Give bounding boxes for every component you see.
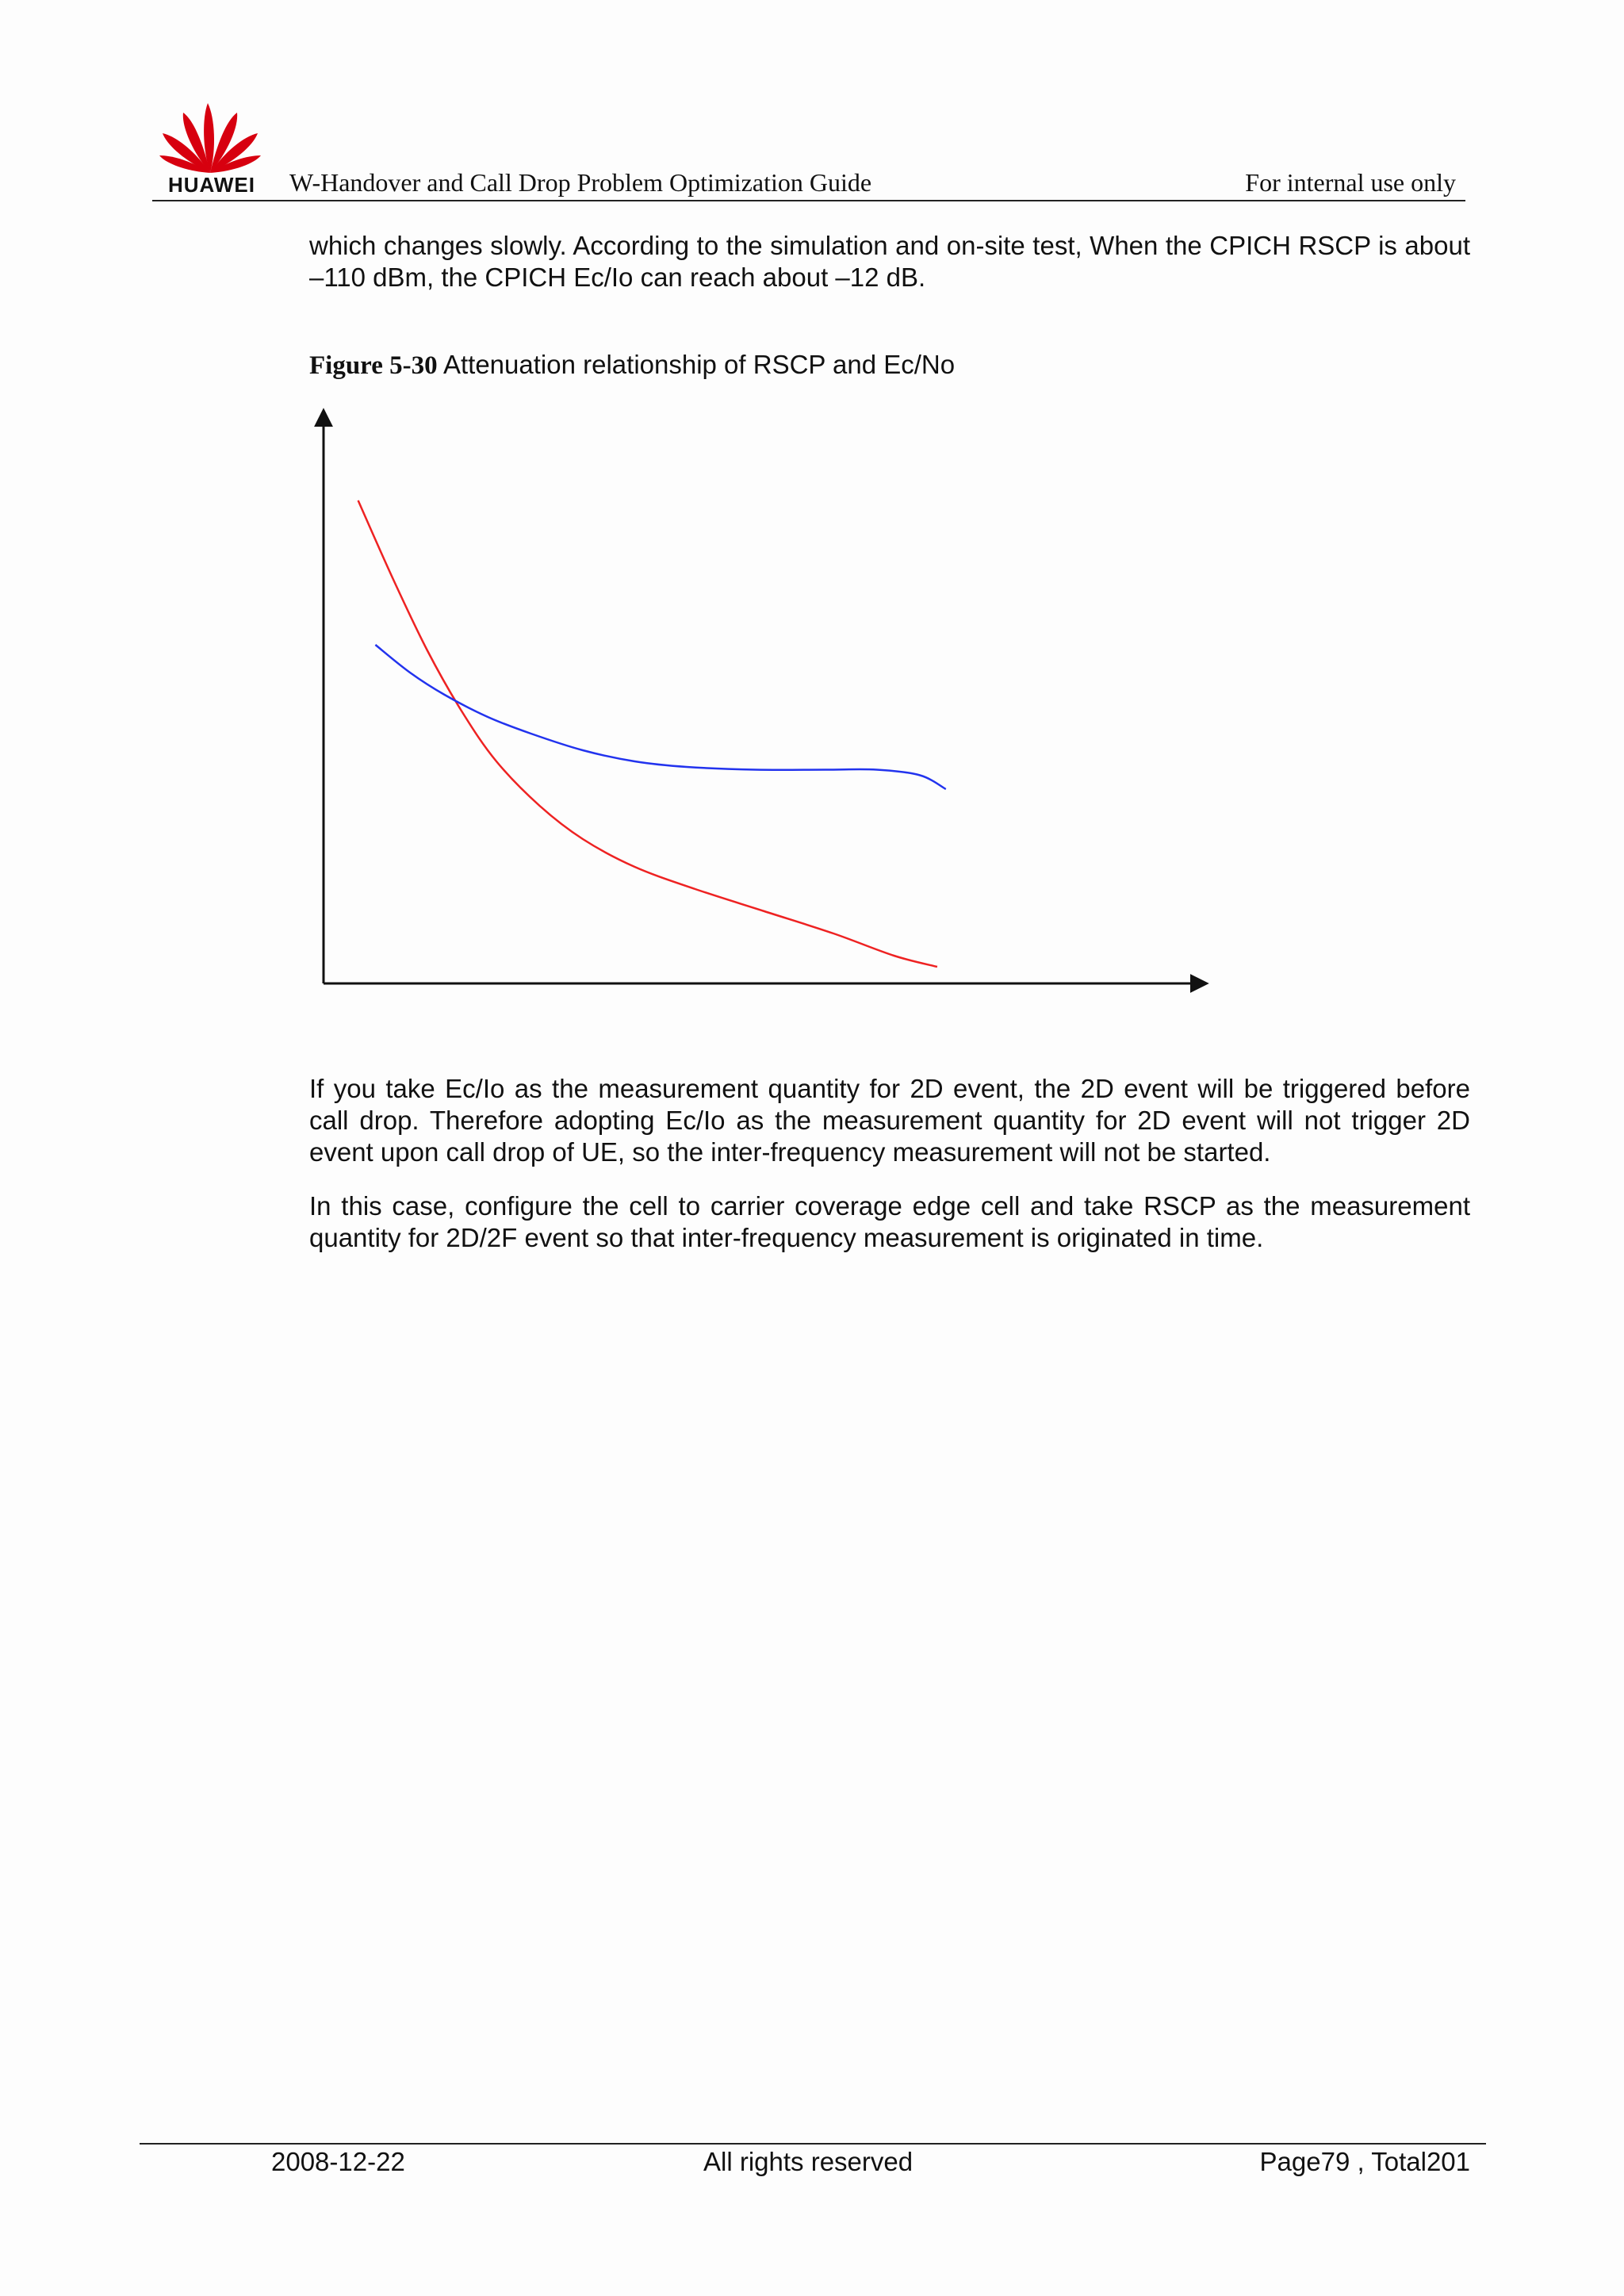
document-title: W-Handover and Call Drop Problem Optimization Guide xyxy=(289,168,872,197)
attenuation-chart xyxy=(309,401,1221,1003)
figure-title: Attenuation relationship of RSCP and Ec/No xyxy=(442,350,956,379)
paragraph-1: which changes slowly. According to the simulation and on-site test, When the CPICH RSCP is about –110 dBm, the CPICH Ec/Io can reach about –12 dB. xyxy=(309,231,1470,292)
logo-wordmark: HUAWEI xyxy=(168,173,255,197)
paragraph-3: In this case, configure the cell to carrier coverage edge cell and take RSCP as the measurement quantity for 2D/2F event so that inter-frequency measurement is originated in time. xyxy=(309,1191,1470,1252)
footer-rights: All rights reserved xyxy=(703,2147,914,2176)
classification-label: For internal use only xyxy=(1245,168,1456,197)
header-divider xyxy=(152,200,1465,201)
figure-caption xyxy=(309,349,955,381)
paragraph-2: If you take Ec/Io as the measurement quantity for 2D event, the 2D event will be triggered before call drop. Therefore adopting Ec/Io as the measurement quantity for 2D event will not trigger 2D event upon call drop of UE, so the inter-frequency measurement will not be started. xyxy=(309,1074,1470,1167)
footer-divider xyxy=(140,2143,1486,2145)
footer-date: 2008-12-22 xyxy=(271,2147,405,2176)
series-layer xyxy=(358,500,946,967)
series-line-1 xyxy=(358,500,937,967)
figure-number: Figure 5-30 xyxy=(309,351,438,380)
series-line-2 xyxy=(375,645,945,789)
footer-page-number: Page79 , Total201 xyxy=(1259,2147,1470,2176)
